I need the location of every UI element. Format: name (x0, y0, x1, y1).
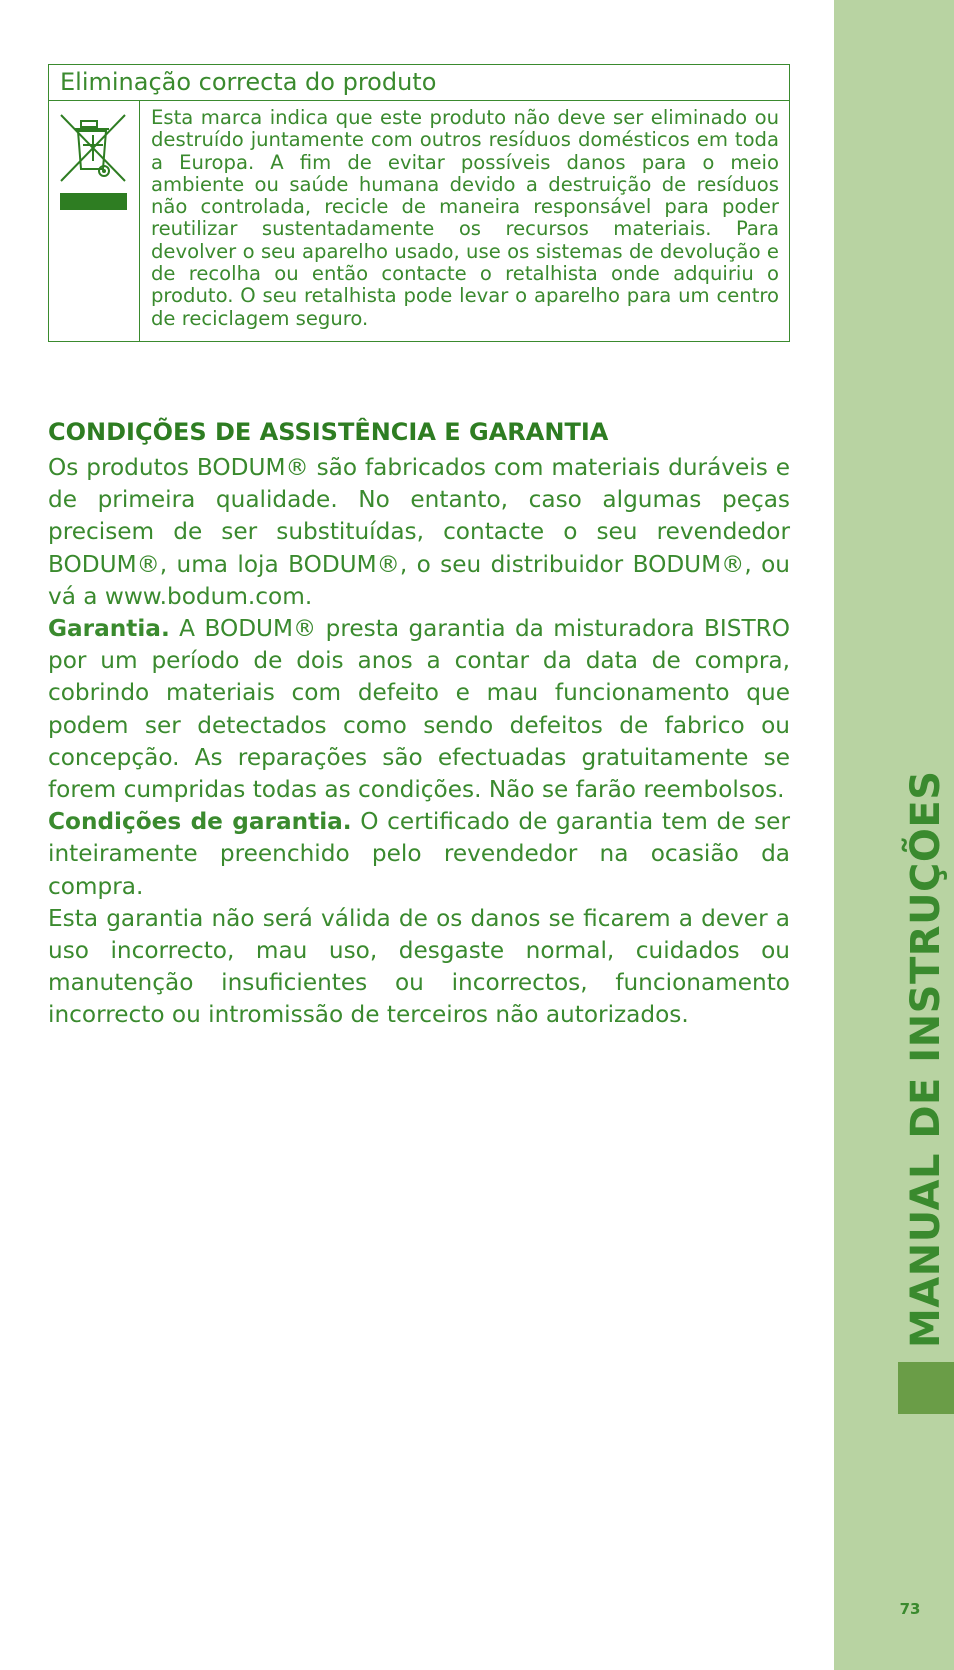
conditions-text: O certificado de garantia tem de ser inteiramente preenchido pelo revendedor na ocasião da compra. (48, 808, 790, 900)
exclusions-paragraph: Esta garantia não será válida de os danos se ficarem a dever a uso incorrecto, mau uso, desgaste normal, cuidados ou manutenção insuficientes ou incorrectos, funcionamento incorrecto ou intromissão de terceiros não autorizados. (48, 904, 790, 1029)
disposal-text: Esta marca indica que este produto não deve ser eliminado ou destruído juntamente com outros resíduos domésticos em toda a Europa. A fim de evitar possíveis danos para o meio ambiente ou saúde humana devido a destruição de resíduos não controlada, recicle de maneira responsável para poder reutilizar sustentadamente os recursos materiais. Para devolver o seu aparelho usado, use os sistemas de devolução e de recolha ou então contacte o retalhista onde adquiriu o produto. O seu retalhista pode levar o aparelho para um centro de reciclagem seguro. (151, 106, 779, 330)
disposal-icon-cell (49, 101, 140, 341)
guarantee-text: A BODUM® presta garantia da misturadora BISTRO por um período de dois anos a contar da data de compra, cobrindo materiais com defeito e mau funcionamento que podem ser detectados como sendo defeitos de fabrico ou concepção. As reparações são efectuadas gratuitamente se forem cumpridas todas as condições. Não se farão reembolsos. (48, 615, 790, 804)
conditions-label: Condições de garantia. (48, 808, 352, 836)
conditions-paragraph (48, 806, 790, 903)
crossed-out-wheelie-bin-icon (59, 113, 127, 183)
sidebar-title: MANUAL DE INSTRUÇÕES (903, 770, 949, 1348)
warranty-heading: CONDIÇÕES DE ASSISTÊNCIA E GARANTIA (48, 418, 609, 446)
warranty-section (48, 412, 790, 1032)
page-number: 73 (899, 1600, 921, 1618)
disposal-marker-bar (60, 193, 127, 210)
sidebar-accent-block (898, 1362, 954, 1414)
guarantee-paragraph (48, 613, 790, 806)
warranty-intro: Os produtos BODUM® são fabricados com materiais duráveis e de primeira qualidade. No entanto, caso algumas peças precisem de ser substituídas, contacte o seu revendedor BODUM®, uma loja BODUM®, o seu distribuidor BODUM®, ou vá a www.bodum.com. (48, 454, 790, 610)
disposal-body (49, 101, 789, 341)
disposal-box (48, 64, 790, 342)
disposal-title: Eliminação correcta do produto (49, 65, 789, 101)
guarantee-label: Garantia. (48, 615, 170, 643)
sidebar (834, 0, 954, 1670)
